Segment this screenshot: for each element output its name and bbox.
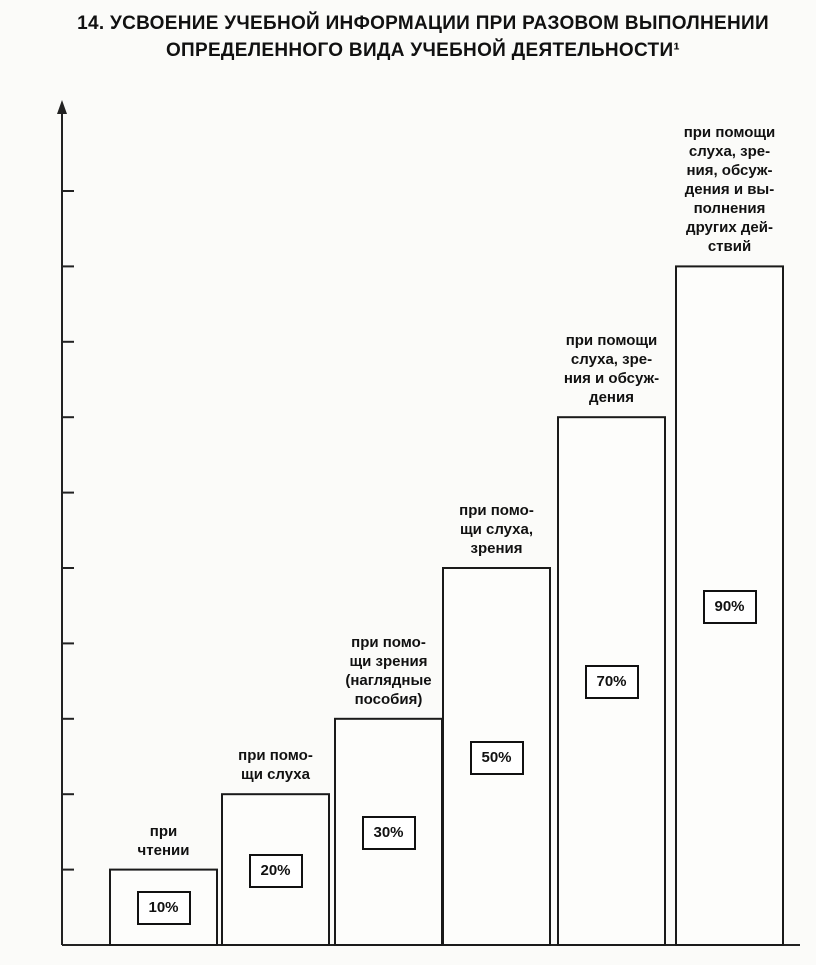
bar-category-label: при чтении xyxy=(137,822,190,859)
bar-value-label: 20% xyxy=(249,854,303,888)
bar-category-label: при помо- щи зрения (наглядные пособия) xyxy=(345,633,432,708)
bar-category-label: при помощи слуха, зре- ния, обсуж- дения и вы- полнения других дей- ствий xyxy=(683,124,776,256)
bar-value-label: 10% xyxy=(137,891,191,925)
chart-title-line2: ОПРЕДЕЛЕННОГО ВИДА УЧЕБНОЙ ДЕЯТЕЛЬНОСТИ¹ xyxy=(165,40,681,61)
y-axis-arrow-icon xyxy=(57,100,67,114)
bar-value-label: 90% xyxy=(703,590,757,624)
bar-value-label: 30% xyxy=(362,816,416,850)
bar-category-label: при помощи слуха, зре- ния и обсуж- дения xyxy=(563,332,660,407)
bar-value-label: 70% xyxy=(585,665,639,699)
bar-category-label: при помо- щи слуха xyxy=(238,747,313,784)
chart-title-line1: 14. УСВОЕНИЕ УЧЕБНОЙ ИНФОРМАЦИИ ПРИ РАЗОВОМ ВЫПОЛНЕНИИ xyxy=(77,13,769,34)
bar-value-label: 50% xyxy=(470,741,524,775)
bar-category-label: при помо- щи слуха, зрения xyxy=(459,502,534,557)
